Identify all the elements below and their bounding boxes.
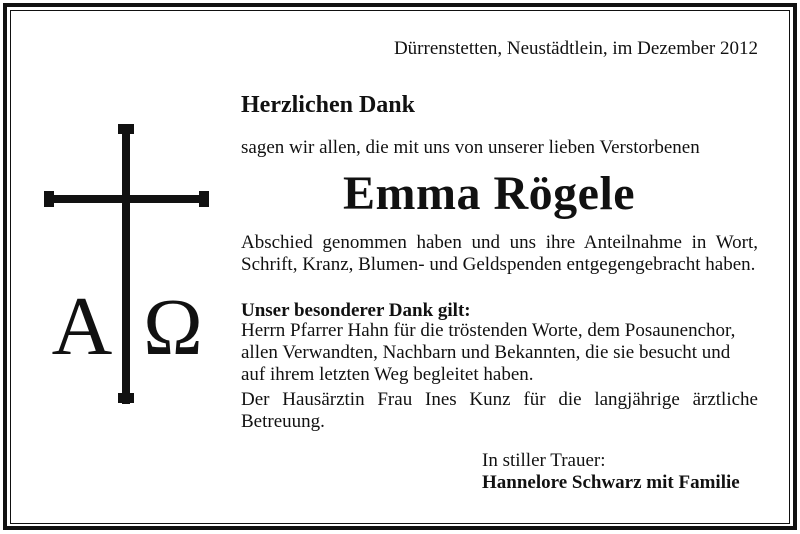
- special-thanks-title: Unser besonderer Dank gilt:: [241, 300, 471, 321]
- alpha-letter: A: [51, 280, 113, 373]
- cross-alpha-omega-icon: [40, 120, 215, 410]
- mourning-label: In stiller Trauer:: [482, 450, 606, 471]
- paragraph-acknowledgement: Abschied genommen haben und uns ihre Anteilnahme in Wort, Schrift, Kranz, Blumen- und Geldspenden entgegengebracht haben.: [241, 232, 758, 275]
- heading: Herzlichen Dank: [241, 92, 415, 118]
- place-date: Dürrenstetten, Neustädtlein, im Dezember 2012: [393, 38, 758, 59]
- deceased-name: Emma Rögele: [343, 167, 636, 220]
- omega-letter: Ω: [143, 284, 203, 372]
- paragraph-special-thanks: Herrn Pfarrer Hahn für die tröstenden Worte, dem Posaunenchor, allen Verwandten, Nachbarn und Bekannten, die sie besucht und auf ihrem letzten Weg begleitet haben.: [241, 320, 736, 385]
- family-signature: Hannelore Schwarz mit Familie: [482, 472, 740, 493]
- paragraph-doctor-thanks: Der Hausärztin Frau Ines Kunz für die langjährige ärztliche Betreuung.: [241, 389, 758, 432]
- intro-text: sagen wir allen, die mit uns von unserer lieben Verstorbenen: [241, 137, 700, 158]
